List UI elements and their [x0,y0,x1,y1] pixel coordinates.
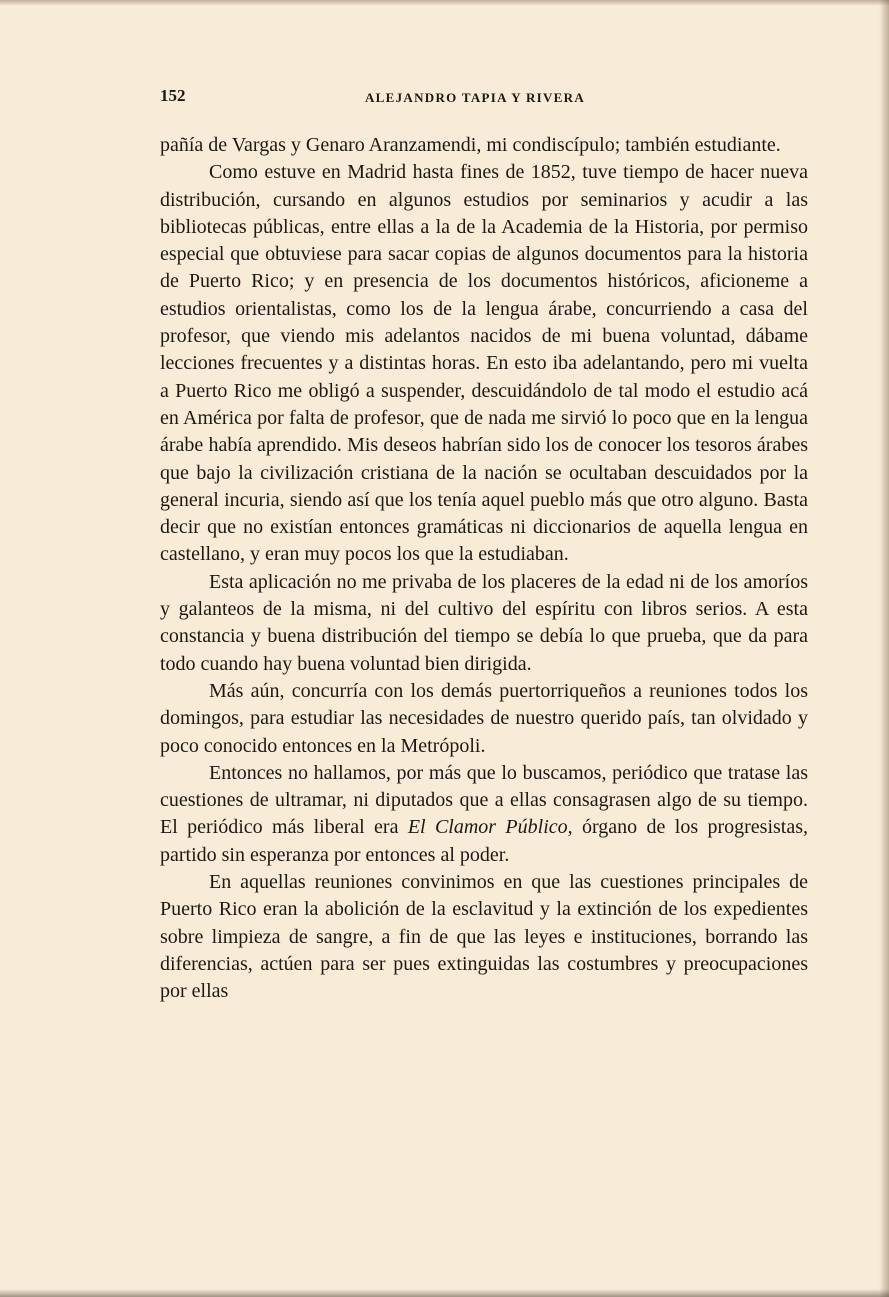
page-edge-top [0,0,889,6]
page-number: 152 [160,86,186,105]
paragraph-5 [160,760,808,869]
running-head: ALEJANDRO TAPIA Y RIVERA [364,90,586,105]
page-edge-bottom [0,1289,889,1297]
page-edge-right [879,0,889,1297]
page-header [160,86,810,110]
paragraph-1: pañía de Vargas y Genaro Aranzamendi, mi condiscípulo; también estudiante. [160,134,781,156]
paragraph-5-text-after: órgano de los progresistas, partido sin esperanza por entonces al poder. [160,816,809,866]
paragraph-5-text-before: Entonces no hallamos, por más que lo buscamos, periódico que tratase las cuestiones de ultramar, ni diputados que a ellas consagrasen algo de su tiempo. El periódico más liberal era [160,761,808,839]
body-text [160,132,808,1006]
paragraph-6: En aquellas reuniones convinimos en que las cuestiones principales de Puerto Rico eran la abolición de la esclavitud y la extinción de los expedientes sobre limpieza de sangre, a fin de que las leyes e instituciones, borrando las diferencias, actúen para ser pues extinguidas las costumbres y preocupaciones por ellas [160,871,808,1003]
newspaper-title: El Clamor Público, [407,816,573,839]
paragraph-2: Como estuve en Madrid hasta fines de 1852, tuve tiempo de hacer nueva distribución, cursando en algunos estudios por seminarios y acudir a las bibliotecas públicas, entre ellas a la de la Academia de la Historia, por permiso especial que obtuviese para sacar copias de algunos documentos para la historia de Puerto Rico; y en presencia de los documentos históricos, aficioneme a estudios orientalistas, como los de la lengua árabe, concurriendo a casa del profesor, que viendo mis adelantos nacidos de mi buena voluntad, dábame lecciones frecuentes y a distintas horas. En esto iba adelantando, pero mi vuelta a Puerto Rico me obligó a suspender, descuidándolo de tal modo el estudio acá en América por falta de profesor, que de nada me sirvió lo poco que en la lengua árabe había aprendido. Mis deseos habrían sido los de conocer los tesoros árabes que bajo la civilización cristiana de la nación se ocultaban descuidados por la general incuria, siendo así que los tenía aquel pueblo más que otro alguno. Basta decir que no existían entonces gramáticas ni diccionarios de aquella lengua en castellano, y eran muy pocos los que la estudiaban. [160,161,808,566]
paragraph-4: Más aún, concurría con los demás puertorriqueños a reuniones todos los domingos, para estudiar las necesidades de nuestro querido país, tan olvidado y poco conocido entonces en la Metrópoli. [160,679,808,757]
paragraph-3: Esta aplicación no me privaba de los placeres de la edad ni de los amoríos y galanteos de la misma, ni del cultivo del espíritu con libros serios. A esta constancia y buena distribución del tiempo se debía lo que prueba, que da para todo cuando hay buena voluntad bien dirigida. [160,570,808,675]
